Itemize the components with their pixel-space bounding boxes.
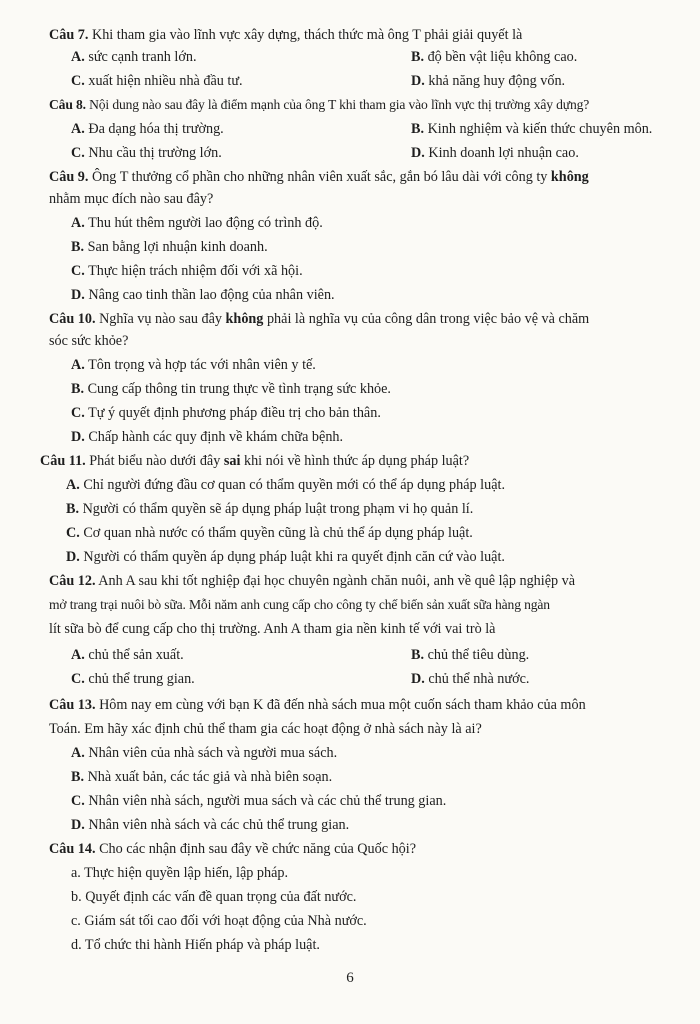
question-label: Câu 10. [49,311,96,327]
question-7-option-a: A. sức cạnh tranh lớn. [71,49,197,65]
question-10-option-a: A. Tôn trọng và hợp tác với nhân viên y tế. [71,357,316,373]
question-12-option-d: D. chủ thể nhà nước. [411,671,530,687]
question-9-stem-cont: nhằm mục đích nào sau đây? [49,191,214,207]
question-13-option-d: D. Nhân viên nhà sách và các chủ thể trung gian. [71,817,350,833]
question-label: Câu 13. [49,697,96,713]
question-14-stem: Câu 14. Cho các nhận định sau đây về chức năng của Quốc hội? [49,841,417,857]
question-13-option-a: A. Nhân viên của nhà sách và người mua sách. [71,745,338,761]
question-11-stem: Câu 11. Phát biểu nào dưới đây sai khi nói về hình thức áp dụng pháp luật? [40,453,470,469]
question-7-option-c: C. xuất hiện nhiều nhà đầu tư. [71,73,243,89]
question-8-stem: Câu 8. Nội dung nào sau đây là điểm mạnh của ông T khi tham gia vào lĩnh vực thị trường xây dựng? [49,97,590,112]
question-12-stem-cont: lít sữa bò để cung cấp cho thị trường. Anh A tham gia nền kinh tế với vai trò là [49,621,496,637]
question-12-option-a: A. chủ thể sản xuất. [71,647,184,663]
question-13-stem: Câu 13. Hôm nay em cùng với bạn K đã đến nhà sách mua một cuốn sách tham khảo của môn [49,697,586,713]
question-10-stem: Câu 10. Nghĩa vụ nào sau đây không phải là nghĩa vụ của công dân trong việc bảo vệ và chăm [49,311,590,327]
question-14-item-a: a. Thực hiện quyền lập hiến, lập pháp. [71,865,289,881]
question-11-option-d: D. Người có thẩm quyền áp dụng pháp luật khi ra quyết định căn cứ vào luật. [66,549,505,565]
question-label: Câu 12. [49,573,96,589]
question-14-item-d: d. Tổ chức thi hành Hiến pháp và pháp luật. [71,937,320,953]
question-9-option-a: A. Thu hút thêm người lao động có trình độ. [71,215,323,231]
question-12-option-c: C. chủ thể trung gian. [71,671,195,687]
question-11-option-b: B. Người có thẩm quyền sẽ áp dụng pháp luật trong phạm vi họ quản lí. [66,501,474,517]
question-label: Câu 8. [49,97,86,112]
question-14-item-b: b. Quyết định các vấn đề quan trọng của đất nước. [71,889,357,905]
question-label: Câu 7. [49,27,89,43]
question-12-stem: Câu 12. Anh A sau khi tốt nghiệp đại học chuyên ngành chăn nuôi, anh về quê lập nghiệp và [49,573,576,589]
question-8-option-d: D. Kinh doanh lợi nhuận cao. [411,145,579,161]
question-8-option-c: C. Nhu cầu thị trường lớn. [71,145,222,161]
question-7-option-b: B. độ bền vật liệu không cao. [411,49,578,65]
page-number: 6 [346,970,354,986]
question-7-option-d: D. khả năng huy động vốn. [411,73,566,89]
question-13-option-b: B. Nhà xuất bản, các tác giả và nhà biên soạn. [71,769,333,785]
question-10-option-d: D. Chấp hành các quy định về khám chữa bệnh. [71,429,344,445]
question-8-option-a: A. Đa dạng hóa thị trường. [71,121,224,137]
question-7-stem: Câu 7. Khi tham gia vào lĩnh vực xây dựng, thách thức mà ông T phải giải quyết là [49,27,523,43]
question-label: Câu 11. [40,453,86,469]
question-8-option-b: B. Kinh nghiệm và kiến thức chuyên môn. [411,121,653,137]
question-11-option-a: A. Chỉ người đứng đầu cơ quan có thẩm quyền mới có thể áp dụng pháp luật. [66,477,505,493]
question-10-option-c: C. Tự ý quyết định phương pháp điều trị cho bản thân. [71,405,381,421]
question-label: Câu 14. [49,841,96,857]
question-9-option-b: B. San bằng lợi nhuận kinh doanh. [71,239,268,255]
question-10-stem-cont: sóc sức khỏe? [49,333,129,349]
question-13-stem-cont: Toán. Em hãy xác định chủ thể tham gia các hoạt động ở nhà sách này là ai? [49,721,482,737]
question-11-option-c: C. Cơ quan nhà nước có thẩm quyền cũng là chủ thể áp dụng pháp luật. [66,525,473,541]
question-9-option-d: D. Nâng cao tinh thần lao động của nhân viên. [71,287,335,303]
question-12-stem-cont: mở trang trại nuôi bò sữa. Mỗi năm anh cung cấp cho công ty chế biến sản xuất sữa hàng ngàn [49,597,550,612]
question-9-option-c: C. Thực hiện trách nhiệm đối với xã hội. [71,263,303,279]
question-13-option-c: C. Nhân viên nhà sách, người mua sách và các chủ thể trung gian. [71,793,447,809]
question-9-stem: Câu 9. Ông T thưởng cổ phần cho những nhân viên xuất sắc, gắn bó lâu dài với công ty không [49,169,589,185]
question-10-option-b: B. Cung cấp thông tin trung thực về tình trạng sức khỏe. [71,381,391,397]
question-label: Câu 9. [49,169,89,185]
question-14-item-c: c. Giám sát tối cao đối với hoạt động của Nhà nước. [71,913,367,929]
question-12-option-b: B. chủ thể tiêu dùng. [411,647,530,663]
